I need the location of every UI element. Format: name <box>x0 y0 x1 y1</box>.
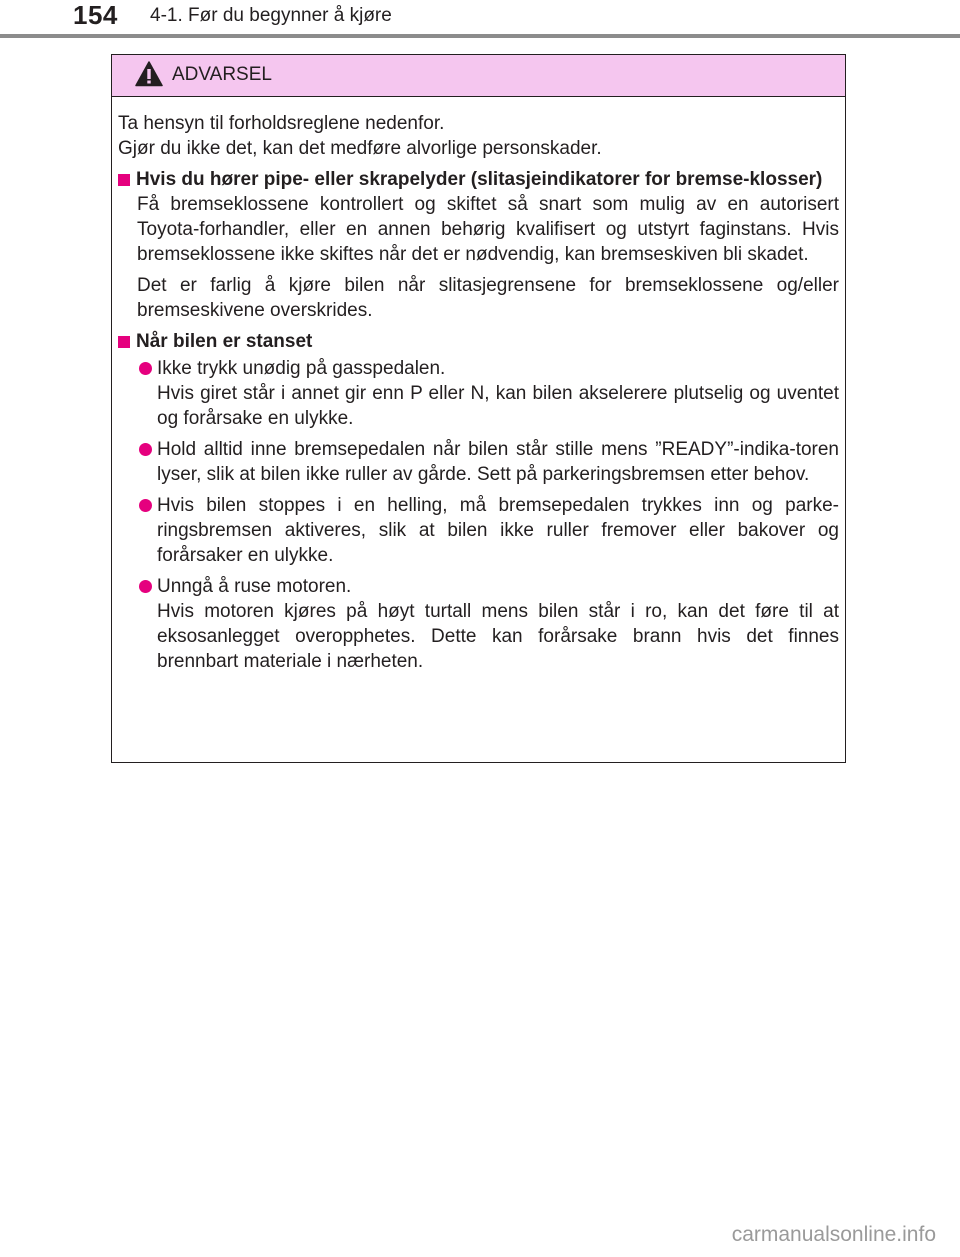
section-heading <box>118 167 839 192</box>
page-number: 154 <box>73 0 118 30</box>
square-bullet-icon <box>118 336 130 348</box>
bullet-title: Unngå å ruse motoren. <box>157 576 352 597</box>
warning-triangle-icon <box>135 61 163 87</box>
bullet-text: Hvis giret står i annet gir enn P eller N, kan bilen akselerere plutselig og uventet og forårsake en ulykke. <box>157 383 839 429</box>
section-heading <box>118 329 839 354</box>
warning-header <box>112 55 845 97</box>
section-brake-wear <box>118 167 839 323</box>
page-header <box>0 0 960 40</box>
intro-line: Gjør du ikke det, kan det medføre alvorlige personskader. <box>118 138 602 159</box>
list-item <box>137 437 839 487</box>
paragraph: Få bremseklossene kontrollert og skiftet så snart som mulig av en autorisert Toyota-forhandler, eller en annen behørig kvalifisert og utstyrt faginstans. Hvis bremseklossene ikke skiftes når det er nødvendig, kan bremseskiven bli skadet. <box>137 194 839 265</box>
section-vehicle-stopped <box>118 329 839 674</box>
square-bullet-icon <box>118 174 130 186</box>
section-title: 4-1. Før du begynner å kjøre <box>150 5 392 26</box>
list-item <box>137 574 839 674</box>
section-heading-text: Når bilen er stanset <box>136 331 313 352</box>
bullet-text: Hvis bilen stoppes i en helling, må bremsepedalen trykkes inn og parke-ringsbremsen aktiveres, slik at bilen ikke ruller fremover eller bakover og forårsaker en ulykke. <box>157 495 839 566</box>
round-bullet-icon <box>139 362 152 375</box>
list-item <box>137 493 839 568</box>
bullet-title: Ikke trykk unødig på gasspedalen. <box>157 358 446 379</box>
intro-line: Ta hensyn til forholdsreglene nedenfor. <box>118 113 445 134</box>
warning-box <box>111 54 846 763</box>
bullet-text: Hvis motoren kjøres på høyt turtall mens bilen står i ro, kan det føre til at eksosanlegget overopphetes. Dette kan forårsake brann hvis det finnes brennbart materiale i nærheten. <box>157 601 839 672</box>
round-bullet-icon <box>139 499 152 512</box>
warning-intro <box>118 111 839 161</box>
round-bullet-icon <box>139 443 152 456</box>
bullet-text: Hold alltid inne bremsepedalen når bilen står stille mens ”READY”-indika-toren lyser, slik at bilen ikke ruller av gårde. Sett på parkeringsbremsen etter behov. <box>157 439 839 485</box>
warning-body <box>118 111 839 680</box>
warning-label: ADVARSEL <box>172 64 272 85</box>
list-item <box>137 356 839 431</box>
paragraph: Det er farlig å kjøre bilen når slitasjegrensene for bremseklossene og/eller bremseskivene overskrides. <box>137 275 839 321</box>
header-divider <box>0 34 960 38</box>
watermark: carmanualsonline.info <box>731 1223 936 1246</box>
round-bullet-icon <box>139 580 152 593</box>
section-heading-text: Hvis du hører pipe- eller skrapelyder (slitasjeindikatorer for bremse-klosser) <box>136 169 823 190</box>
